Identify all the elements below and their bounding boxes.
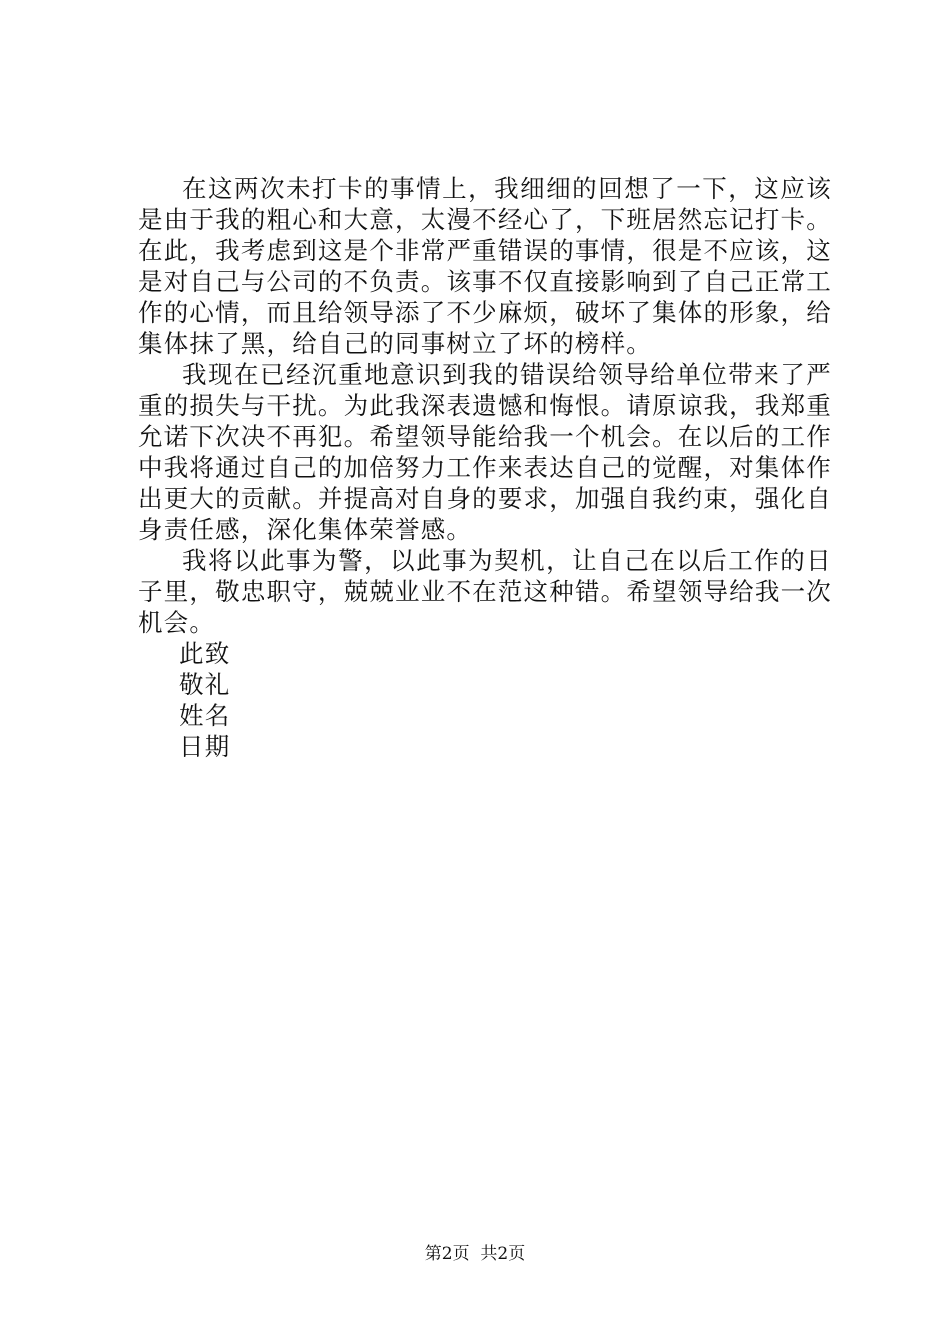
closing-regards: 敬礼 xyxy=(179,670,231,699)
paragraph-1: 在这两次未打卡的事情上，我细细的回想了一下，这应该是由于我的粗心和大意，太漫不经心了，下班居然忘记打卡。在此，我考虑到这是个非常严重错误的事情，很是不应该，这是对自己与公司的不负责。该事不仅直接影响到了自己正常工作的心情，而且给领导添了不少麻烦，破坏了集体的形象，给集体抹了黑，给自己的同事树立了坏的榜样。 xyxy=(138,174,832,358)
paragraph-3: 我将以此事为警，以此事为契机，让自己在以后工作的日子里，敬忠职守，兢兢业业不在范这种错。希望领导给我一次机会。 xyxy=(138,546,832,637)
paragraph-2: 我现在已经沉重地意识到我的错误给领导给单位带来了严重的损失与干扰。为此我深表遗憾和悔恨。请原谅我，我郑重允诺下次决不再犯。希望领导能给我一个机会。在以后的工作中我将通过自己的加倍努力工作来表达自己的觉醒，对集体作出更大的贡献。并提高对自身的要求，加强自我约束，强化自身责任感，深化集体荣誉感。 xyxy=(138,360,832,544)
closing-salutation: 此致 xyxy=(179,639,231,668)
page-number: 第2页 共2页 xyxy=(424,1244,526,1264)
signature-name: 姓名 xyxy=(179,701,231,730)
page-footer xyxy=(0,1243,950,1265)
signature-date: 日期 xyxy=(179,732,231,761)
letter-body xyxy=(138,173,832,762)
